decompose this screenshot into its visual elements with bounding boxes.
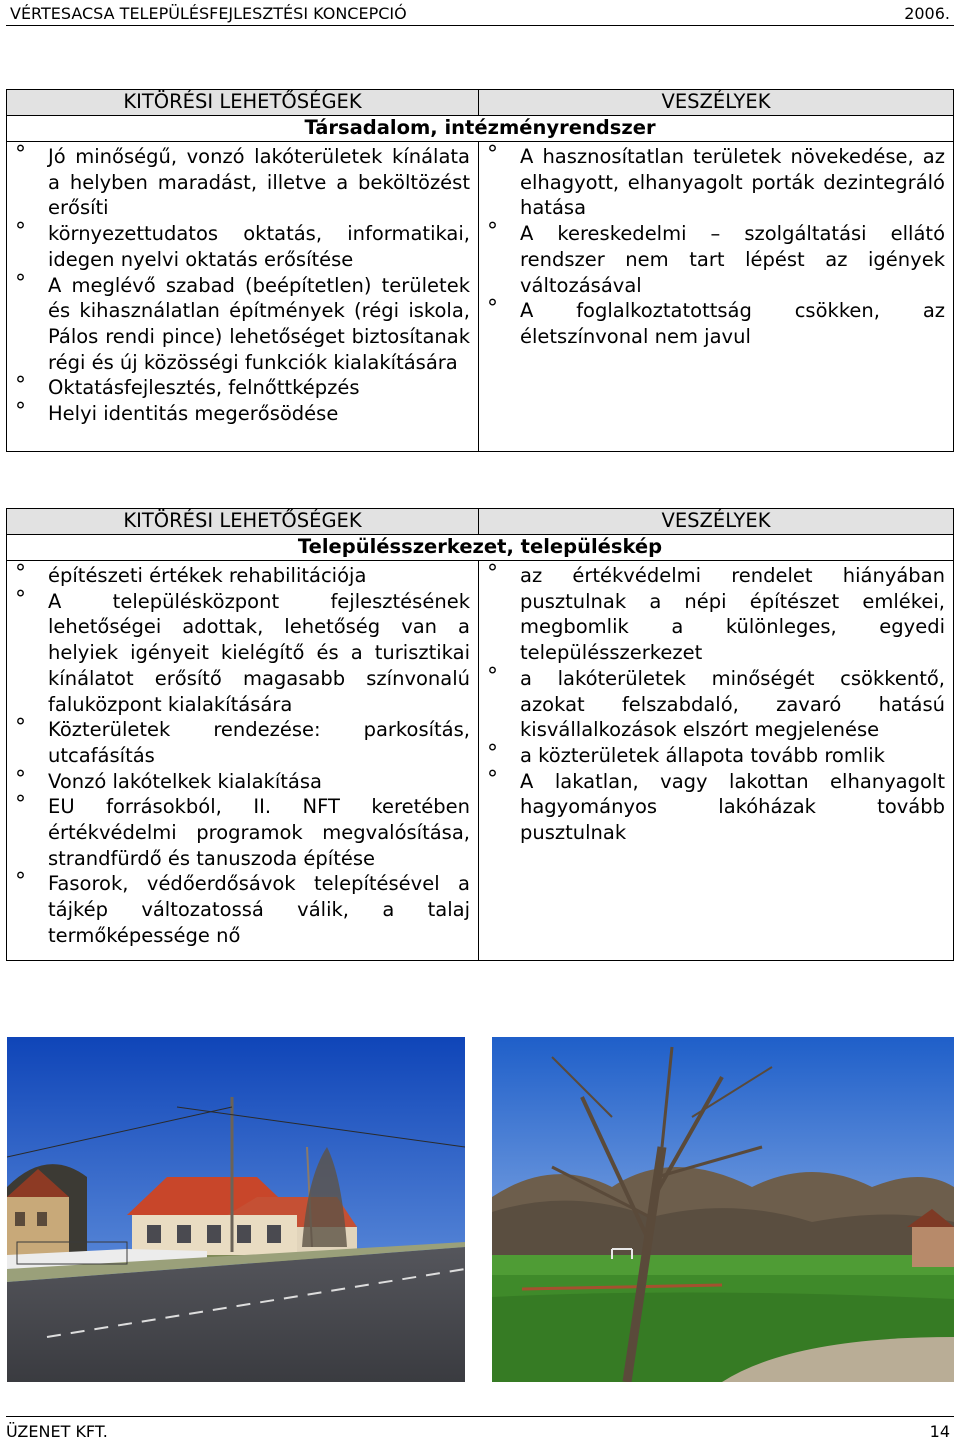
field-and-tree-photo bbox=[492, 1037, 954, 1382]
threats-cell bbox=[479, 561, 954, 961]
list-item: ° A foglalkoztatottság csökken, az életszínvonal nem javul bbox=[487, 298, 945, 349]
opportunities-cell bbox=[7, 561, 479, 961]
list-item: ° EU forrásokból, II. NFT keretében értékvédelmi programok megvalósítása, strandfürdő és tanuszoda építése bbox=[15, 794, 470, 871]
list-item: ° A lakatlan, vagy lakottan elhanyagolt hagyományos lakóházak tovább pusztulnak bbox=[487, 769, 945, 846]
opportunities-cell bbox=[7, 142, 479, 452]
page-number: 14 bbox=[929, 1422, 950, 1441]
list-item: ° környezettudatos oktatás, informatikai, idegen nyelvi oktatás erősítése bbox=[15, 221, 470, 272]
document-year: 2006. bbox=[904, 4, 950, 23]
company-name: ÜZENET KFT. bbox=[6, 1422, 108, 1441]
threats-list bbox=[487, 563, 945, 846]
column-header-threats: VESZÉLYEK bbox=[479, 90, 954, 116]
list-item: ° Vonzó lakótelkek kialakítása bbox=[15, 769, 470, 795]
column-header-threats: VESZÉLYEK bbox=[479, 509, 954, 535]
list-item: ° Jó minőségű, vonzó lakóterületek kínálata a helyben maradást, illetve a beköltözést erősíti bbox=[15, 144, 470, 221]
running-header bbox=[6, 4, 954, 26]
list-item: ° Helyi identitás megerősödése bbox=[15, 401, 470, 427]
column-header-opportunities: KITÖRÉSI LEHETŐSÉGEK bbox=[7, 509, 479, 535]
list-item: ° a közterületek állapota tovább romlik bbox=[487, 743, 945, 769]
threats-cell bbox=[479, 142, 954, 452]
list-item: ° Közterületek rendezése: parkosítás, utcafásítás bbox=[15, 717, 470, 768]
village-center-photo bbox=[7, 1037, 465, 1382]
list-item: ° a lakóterületek minőségét csökkentő, azokat felszabdaló, zavaró hatású kisvállalkozások elszórt megjelenése bbox=[487, 666, 945, 743]
list-item: ° A meglévő szabad (beépítetlen) területek és kihasználatlan építmények (régi iskola, Pálos rendi pince) lehetőséget biztosítanak régi és új közösségi funkciók kialakítására bbox=[15, 273, 470, 376]
section-title: Településszerkezet, településkép bbox=[7, 535, 954, 561]
swot-table-society bbox=[6, 89, 954, 452]
threats-list bbox=[487, 144, 945, 350]
list-item: ° A hasznosítatlan területek növekedése, az elhagyott, elhanyagolt porták dezintegráló hatása bbox=[487, 144, 945, 221]
list-item: ° Fasorok, védőerdősávok telepítésével a tájkép változatossá válik, a talaj termőképessége nő bbox=[15, 871, 470, 948]
opportunities-list bbox=[15, 144, 470, 427]
list-item: ° Oktatásfejlesztés, felnőttképzés bbox=[15, 375, 470, 401]
list-item: ° A településközpont fejlesztésének lehetőségei adottak, lehetőség van a helyiek igényeit kielégítő és a turisztikai kínálatot erősítő magasabb színvonalú faluközpont kialakítására bbox=[15, 589, 470, 718]
opportunities-list bbox=[15, 563, 470, 949]
list-item: ° az értékvédelmi rendelet hiányában pusztulnak a népi építészet emlékei, megbomlik a különleges, egyedi településszerkezet bbox=[487, 563, 945, 666]
column-header-opportunities: KITÖRÉSI LEHETŐSÉGEK bbox=[7, 90, 479, 116]
list-item: ° építészeti értékek rehabilitációja bbox=[15, 563, 470, 589]
section-title: Társadalom, intézményrendszer bbox=[7, 116, 954, 142]
document-title: VÉRTESACSA TELEPÜLÉSFEJLESZTÉSI KONCEPCIÓ bbox=[10, 4, 407, 23]
swot-table-settlement bbox=[6, 508, 954, 961]
running-footer bbox=[6, 1416, 954, 1444]
list-item: ° A kereskedelmi – szolgáltatási ellátó rendszer nem tart lépést az igények változásával bbox=[487, 221, 945, 298]
